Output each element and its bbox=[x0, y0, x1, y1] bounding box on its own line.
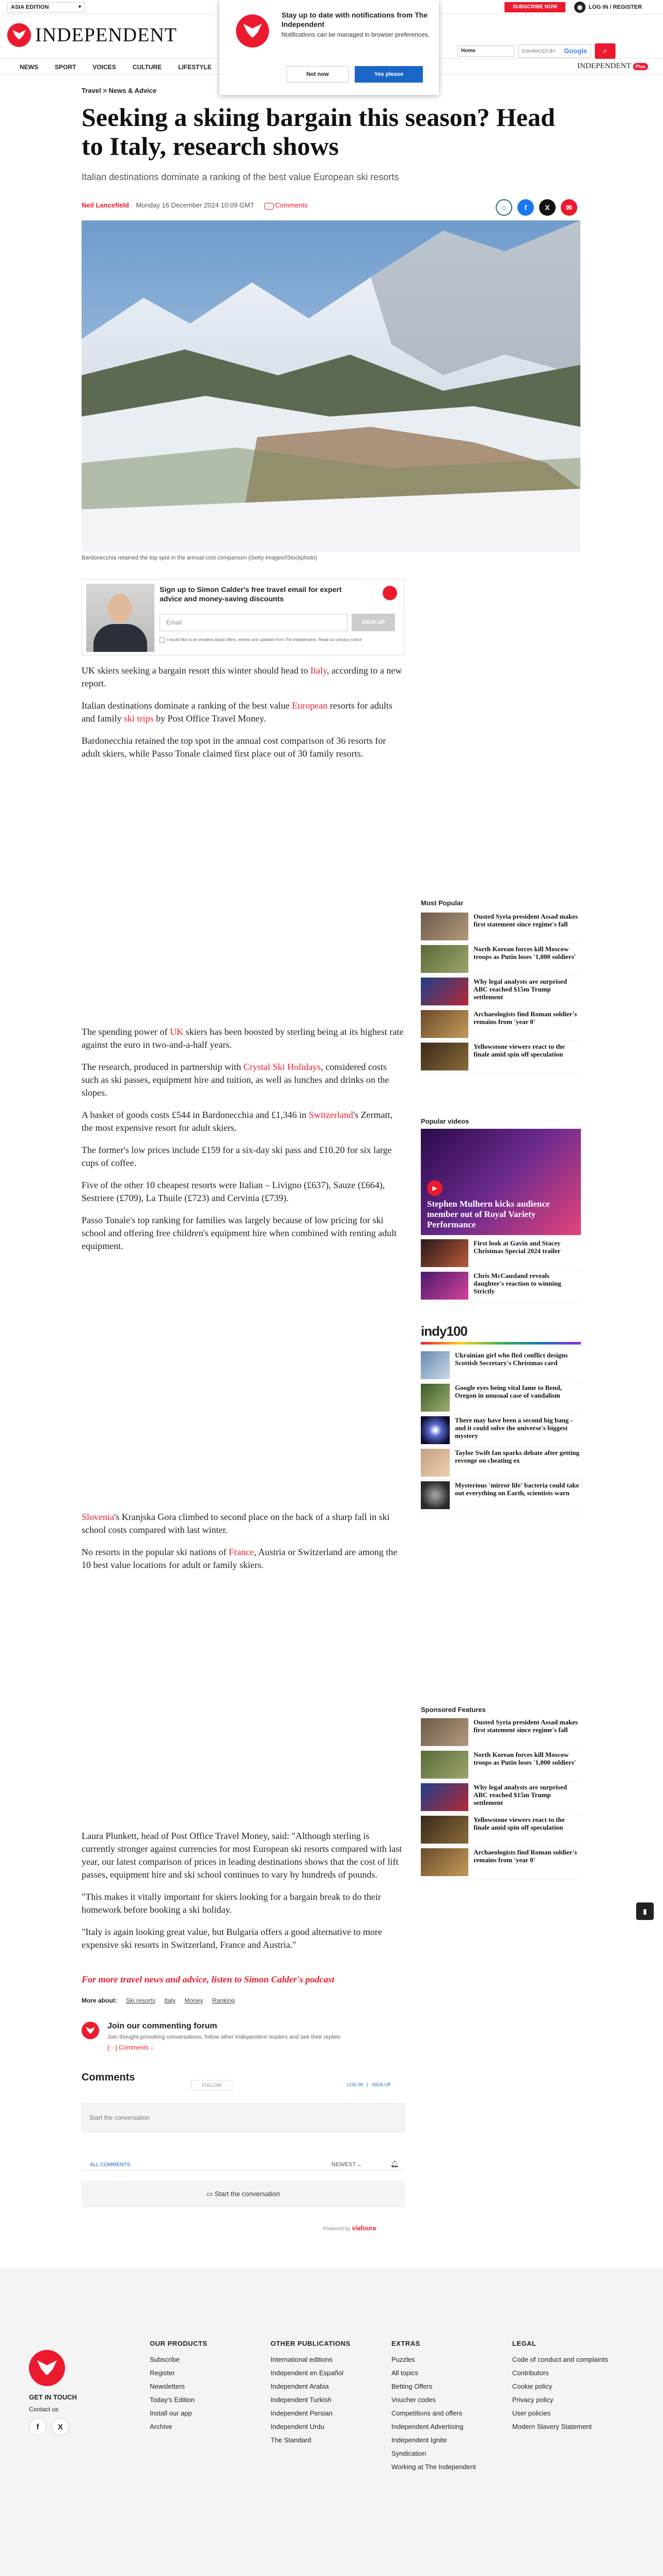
search-icon: ⌕ bbox=[603, 46, 608, 55]
more-about-label: More about: bbox=[82, 1997, 117, 2004]
powered-by: Powered by viafoura bbox=[323, 2225, 376, 2232]
eagle-logo-icon bbox=[236, 14, 269, 47]
footer-column-publications bbox=[271, 2340, 351, 2450]
comment-icon: [···] bbox=[107, 2044, 119, 2051]
thumbnail bbox=[421, 1272, 468, 1300]
edition-label: ASIA EDITION bbox=[11, 4, 49, 10]
headline: Seeking a skiing bargain this season? Head to Italy, research shows bbox=[82, 103, 555, 161]
nav-voices[interactable]: VOICES bbox=[92, 63, 116, 71]
feedback-icon[interactable]: ▮ bbox=[636, 1902, 654, 1920]
nav-news[interactable]: NEWS bbox=[20, 63, 38, 71]
eagle-logo-icon bbox=[383, 586, 397, 600]
google-logo: Google bbox=[564, 47, 587, 55]
login-label: LOG IN / REGISTER bbox=[589, 4, 642, 10]
footer-column-title: LEGAL bbox=[512, 2340, 536, 2347]
plus-badge: Plus bbox=[633, 63, 648, 70]
comment-input[interactable]: Start the conversation bbox=[82, 2103, 405, 2132]
crystal-ski-link[interactable]: Crystal Ski Holidays bbox=[243, 1062, 321, 1072]
gift-icon[interactable]: ⌂ bbox=[496, 199, 512, 216]
headline-link: Google eyes being vital fame to Bend, Oregon in unusual case of vandalism bbox=[455, 1384, 562, 1399]
search-placeholder: ENHANCED BY bbox=[522, 49, 556, 54]
footer-link[interactable]: The Standard bbox=[271, 2436, 311, 2444]
search-button[interactable] bbox=[595, 43, 615, 59]
thumbnail bbox=[421, 1043, 468, 1070]
edition-select[interactable] bbox=[7, 2, 85, 12]
newsletter-signup bbox=[82, 579, 405, 655]
thumbnail bbox=[421, 1239, 468, 1267]
list-item[interactable] bbox=[421, 911, 581, 943]
footer-link[interactable]: Betting Offers bbox=[391, 2382, 433, 2390]
chevron-down-icon: ▾ bbox=[78, 4, 81, 10]
more-about-tags bbox=[82, 1997, 235, 2004]
paragraph: A basket of goods costs £544 in Bardonecchia and £1,346 in Switzerland's Zermatt, the most expensive resort for adult skiers. bbox=[82, 1110, 393, 1133]
list-item[interactable] bbox=[421, 1041, 581, 1074]
list-item[interactable] bbox=[421, 1782, 581, 1814]
tag-ski-resorts[interactable]: Ski resorts bbox=[126, 1997, 155, 2004]
headline-link: Yellowstone viewers react to the finale amid spin off speculation bbox=[473, 1816, 565, 1831]
footer-link[interactable]: Independent Arabia bbox=[271, 2382, 329, 2390]
paragraph: Slovenia's Kranjska Gora climbed to second place on the back of a sharp fall in ski school costs compared with last winter. bbox=[82, 1512, 390, 1535]
footer-link[interactable]: Independent en Español bbox=[271, 2369, 343, 2377]
podcast-link[interactable]: For more travel news and advice, listen to Simon Calder's podcast bbox=[82, 1974, 335, 1985]
play-icon: ▶ bbox=[427, 1180, 443, 1196]
footer-link[interactable]: Subscribe bbox=[150, 2356, 180, 2363]
footer-link[interactable]: Independent Turkish bbox=[271, 2396, 332, 2404]
tag-money[interactable]: Money bbox=[184, 1997, 203, 2004]
slovenia-link[interactable]: Slovenia bbox=[82, 1512, 114, 1522]
footer-link[interactable]: International editions bbox=[271, 2356, 333, 2363]
paragraph: "Italy is again looking great value, but Bulgaria offers a good alternative to more expensive ski resorts in Switzerland, France and Austria." bbox=[82, 1927, 382, 1950]
forum-comments-link[interactable] bbox=[107, 2044, 153, 2051]
headline-link: Mysterious 'mirror life' bacteria could take out everything on Earth, scientists warn bbox=[455, 1481, 579, 1497]
footer-link[interactable]: User policies bbox=[512, 2409, 551, 2417]
consent-label: I would like to be emailed about offers, events and updates from The Independent. Read our privacy notice bbox=[167, 637, 362, 643]
sort-label: NEWEST bbox=[332, 2162, 356, 2168]
european-link[interactable]: European bbox=[292, 700, 328, 711]
paragraph: The spending power of UK skiers has been boosted by sterling being at its highest rate against the euro in two-and-a-half years. bbox=[82, 1027, 404, 1050]
indy100-logo[interactable]: indy100 bbox=[421, 1323, 467, 1339]
footer-link[interactable]: Puzzles bbox=[391, 2356, 415, 2363]
uk-link[interactable]: UK bbox=[169, 1027, 183, 1037]
footer-column-products bbox=[150, 2340, 207, 2436]
thumbnail bbox=[421, 1384, 450, 1412]
headline-link: North Korean forces kill Moscow troops as Putin loses '1,000 soldiers' bbox=[473, 1751, 576, 1766]
byline bbox=[82, 201, 582, 222]
thumbnail bbox=[421, 1751, 468, 1779]
list-item[interactable] bbox=[421, 1009, 581, 1041]
footer-column-legal bbox=[512, 2340, 608, 2436]
plus-wordmark: INDEPENDENT bbox=[577, 62, 632, 70]
footer-link[interactable]: All topics bbox=[391, 2369, 419, 2377]
footer-link[interactable]: Register bbox=[150, 2369, 175, 2377]
eagle-logo-icon[interactable] bbox=[29, 2350, 65, 2386]
headline-link: Archaeologists find Roman soldier's remains from 'year 0' bbox=[473, 1848, 577, 1864]
footer-link[interactable]: Independent Urdu bbox=[271, 2423, 325, 2430]
independent-plus-link[interactable] bbox=[577, 62, 648, 71]
search-input[interactable] bbox=[518, 44, 591, 58]
footer-link[interactable]: Independent Advertising bbox=[391, 2423, 464, 2430]
indy100-list bbox=[421, 1350, 581, 1512]
footer-link[interactable]: Code of conduct and complaints bbox=[512, 2356, 608, 2363]
list-item[interactable] bbox=[421, 1270, 581, 1303]
consent-text bbox=[160, 637, 397, 643]
headline-link: Why legal analysts are surprised ABC reached $15m Trump settlement bbox=[473, 978, 567, 1001]
sort-select[interactable] bbox=[332, 2161, 362, 2168]
popular-videos-title: Popular videos bbox=[421, 1117, 469, 1125]
paragraph: Passo Tonale's top ranking for families was largely because of low pricing for ski school and offering free children's equipment hire when combined with renting adult equipment. bbox=[82, 1215, 397, 1251]
paragraph: Italian destinations dominate a ranking of the best value European resorts for adults and family ski trips by Post Office Travel Money. bbox=[82, 700, 392, 724]
publish-date: Monday 16 December 2024 10:09 GMT bbox=[136, 201, 255, 209]
paragraph: Laura Plunkett, head of Post Office Travel Money, said: "Although sterling is currently stronger against currencies for most European ski resorts compared with last year, our latest comparison of prices in leading destinations shows that the cost of lift passes, equipment hire and ski school continues to vary by hundreds of pounds. bbox=[82, 1831, 402, 1880]
thumbnail bbox=[421, 1718, 468, 1746]
list-item[interactable] bbox=[421, 1415, 581, 1447]
brand-wordmark: INDEPENDENT bbox=[35, 24, 177, 46]
indy100-color-bar bbox=[421, 1342, 581, 1345]
headline-link: Ousted Syria president Assad makes first statement since regime's fall bbox=[473, 1718, 578, 1734]
footer-link[interactable]: Today's Edition bbox=[150, 2396, 195, 2404]
x-icon[interactable]: X bbox=[52, 2418, 69, 2436]
comments-heading: Comments bbox=[82, 2072, 135, 2083]
footer-link[interactable]: Modern Slavery Statement bbox=[512, 2423, 592, 2430]
tag-ranking[interactable]: Ranking bbox=[212, 1997, 235, 2004]
footer-link[interactable]: Newsletters bbox=[150, 2382, 185, 2390]
sponsored-list bbox=[421, 1717, 581, 1879]
bell-icon[interactable]: 🔔︎ bbox=[390, 2160, 399, 2168]
footer-link[interactable]: Independent Ignite bbox=[391, 2436, 447, 2444]
paragraph: "This makes it vitally important for skiers looking for a bargain break to do their homework before booking a ski holiday. bbox=[82, 1892, 381, 1915]
nav-lifestyle[interactable]: LIFESTYLE bbox=[178, 63, 212, 71]
comment-login-link[interactable]: LOG IN bbox=[347, 2082, 363, 2087]
footer-link[interactable]: Install our app bbox=[150, 2409, 192, 2417]
headline-link: Archaeologists find Roman soldier's remains from 'year 0' bbox=[473, 1010, 577, 1026]
comment-icon: ▭ bbox=[206, 2190, 215, 2198]
headline-link: Yellowstone viewers react to the finale amid spin off speculation bbox=[473, 1043, 565, 1058]
footer-column-extras bbox=[391, 2340, 476, 2476]
list-item[interactable] bbox=[421, 1447, 581, 1480]
video-list bbox=[421, 1238, 581, 1303]
headline-link: Why legal analysts are surprised ABC reached $15m Trump settlement bbox=[473, 1783, 567, 1806]
email-field[interactable]: Email bbox=[160, 614, 348, 631]
thumbnail bbox=[421, 1481, 450, 1509]
contact-us-link[interactable]: Contact us bbox=[29, 2406, 59, 2413]
ski-trips-link[interactable]: ski trips bbox=[123, 713, 154, 724]
footer-link[interactable]: Syndication bbox=[391, 2450, 427, 2457]
eagle-logo-icon bbox=[7, 23, 31, 47]
region-select[interactable]: Home bbox=[457, 45, 514, 57]
paragraph: The research, produced in partnership with Crystal Ski Holidays, considered costs such as ski passes, equipment hire and tuition, as well as lunches and drinks on the slopes. bbox=[82, 1062, 389, 1098]
list-item[interactable] bbox=[421, 1749, 581, 1782]
paragraph: No resorts in the popular ski nations of France, Austria or Switzerland are among the 10 best value locations for adult or family skiers. bbox=[82, 1547, 398, 1570]
thumbnail bbox=[421, 1010, 468, 1038]
footer-link[interactable]: Voucher codes bbox=[391, 2396, 436, 2404]
thumbnail bbox=[421, 1416, 450, 1444]
footer-column-title: OTHER PUBLICATIONS bbox=[271, 2340, 351, 2347]
comments-label: Comments bbox=[275, 201, 308, 209]
login-link[interactable] bbox=[574, 2, 642, 13]
article-body-part-2 bbox=[82, 1026, 405, 1262]
list-item[interactable] bbox=[421, 1238, 581, 1270]
footer-column-title: OUR PRODUCTS bbox=[150, 2340, 208, 2347]
footer-column-title: EXTRAS bbox=[391, 2340, 420, 2347]
footer-link[interactable]: Competitions and offers bbox=[391, 2409, 463, 2417]
sign-up-button[interactable]: SIGN UP bbox=[352, 614, 395, 631]
list-item[interactable] bbox=[421, 1350, 581, 1382]
list-item[interactable] bbox=[421, 1480, 581, 1512]
user-icon: ◉ bbox=[574, 2, 586, 13]
comments-toolbar bbox=[82, 2155, 405, 2170]
paragraph: Five of the other 10 cheapest resorts were Italian – Livigno (£637), Sauze (£664), Sestriere (£709), La Thuile (£723) and Cervinia (£739). bbox=[82, 1180, 385, 1203]
list-item[interactable] bbox=[421, 1382, 581, 1415]
newsletter-title: Sign up to Simon Calder's free travel email for expert advice and money-saving discounts bbox=[160, 585, 342, 603]
start-conversation-button[interactable] bbox=[82, 2181, 405, 2207]
paragraph: UK skiers seeking a bargain resort this winter should head to Italy, according to a new report. bbox=[82, 665, 402, 689]
follow-button[interactable]: FOLLOW bbox=[191, 2080, 232, 2090]
tag-italy[interactable]: Italy bbox=[164, 1997, 176, 2004]
notification-prompt bbox=[219, 0, 439, 95]
headline-link: First look at Gavin and Stacey Christmas Special 2024 trailer bbox=[473, 1239, 561, 1255]
list-item[interactable] bbox=[421, 1814, 581, 1847]
list-item[interactable] bbox=[421, 1847, 581, 1879]
featured-video[interactable] bbox=[421, 1129, 581, 1235]
comments-link[interactable] bbox=[264, 201, 308, 209]
chevron-down-icon: ⌄ bbox=[357, 2162, 362, 2168]
thumbnail bbox=[421, 1848, 468, 1876]
standfirst: Italian destinations dominate a ranking of the best value European ski resorts bbox=[82, 172, 399, 182]
paragraph: Bardonecchia retained the top spot in the annual cost comparison of 36 resorts for adult skiers, while Passo Tonale claimed first place out of 30 family resorts. bbox=[82, 735, 386, 759]
comment-signup-link[interactable]: SIGN UP bbox=[371, 2082, 391, 2087]
nav-culture[interactable]: CULTURE bbox=[132, 63, 162, 71]
footer-link[interactable]: Privacy policy bbox=[512, 2396, 554, 2404]
italy-link[interactable]: Italy bbox=[310, 665, 327, 676]
simon-calder-photo bbox=[86, 584, 154, 652]
thumbnail bbox=[421, 945, 468, 973]
article-header bbox=[82, 87, 582, 222]
footer-link[interactable]: Contributors bbox=[512, 2369, 549, 2377]
author-link[interactable]: Neil Lancefield bbox=[82, 201, 129, 209]
thumbnail bbox=[421, 1449, 450, 1477]
list-item[interactable] bbox=[421, 976, 581, 1009]
site-logo[interactable] bbox=[7, 23, 177, 47]
email-icon[interactable]: ✉ bbox=[561, 199, 577, 216]
site-footer bbox=[0, 2268, 663, 2576]
viafoura-logo[interactable]: viafoura bbox=[352, 2225, 376, 2232]
footer-link[interactable]: Archive bbox=[150, 2423, 172, 2430]
headline-link: Ukrainian girl who fled conflict designs Scottish Secretary's Christmas card bbox=[455, 1351, 568, 1367]
forum-subtitle: Join thought-provoking conversations, follow other Independent readers and see their replies bbox=[107, 2034, 341, 2040]
not-now-button[interactable]: Not now bbox=[287, 66, 349, 83]
notification-title: Stay up to date with notifications from The Independent bbox=[281, 11, 428, 28]
article-body-part-1 bbox=[82, 664, 405, 770]
notification-body: Notifications can be managed in browser preferences. bbox=[281, 31, 430, 38]
thumbnail bbox=[421, 1783, 468, 1811]
nav-sport[interactable]: SPORT bbox=[55, 63, 76, 71]
eagle-logo-icon bbox=[82, 2022, 99, 2039]
article-body-part-3 bbox=[82, 1511, 405, 1581]
article-body-part-4 bbox=[82, 1830, 405, 1961]
most-popular-title: Most Popular bbox=[421, 899, 464, 907]
thumbnail bbox=[421, 1816, 468, 1844]
headline-link: Ousted Syria president Assad makes first statement since regime's fall bbox=[473, 913, 578, 928]
thumbnail bbox=[421, 913, 468, 940]
breadcrumb[interactable]: Travel > News & Advice bbox=[82, 87, 157, 94]
thumbnail bbox=[421, 1351, 450, 1379]
video-title: Stephen Mulhern kicks audience member out of Royal Variety Performance bbox=[427, 1199, 550, 1229]
x-icon[interactable]: X bbox=[539, 199, 556, 216]
comment-icon: ··· bbox=[264, 203, 274, 210]
headline-link: North Korean forces kill Moscow troops as Putin loses '1,000 soldiers' bbox=[473, 945, 576, 961]
france-link[interactable]: France bbox=[228, 1547, 254, 1557]
consent-checkbox[interactable] bbox=[160, 637, 165, 643]
switzerland-link[interactable]: Switzerland bbox=[308, 1110, 353, 1120]
most-popular-list bbox=[421, 911, 581, 1074]
start-conversation-label: Start the conversation bbox=[214, 2190, 280, 2198]
subscribe-button[interactable]: SUBSCRIBE NOW bbox=[504, 2, 565, 12]
list-item[interactable] bbox=[421, 1717, 581, 1749]
arrow-down-icon: ↓ bbox=[149, 2044, 154, 2051]
comment-auth-links: LOG IN | SIGN UP bbox=[347, 2082, 391, 2087]
thumbnail bbox=[421, 978, 468, 1005]
headline-link: Taylor Swift fan sparks debate after getting revenge on cheating ex bbox=[455, 1449, 579, 1464]
paragraph: The former's low prices include £159 for a six-day ski pass and £10.20 for six large cups of coffee. bbox=[82, 1145, 392, 1168]
get-in-touch-heading: GET IN TOUCH bbox=[29, 2393, 77, 2401]
footer-link[interactable]: Cookie policy bbox=[512, 2382, 552, 2390]
footer-social bbox=[29, 2418, 69, 2436]
footer-link[interactable]: Working at The Independent bbox=[391, 2463, 476, 2471]
tab-all-comments[interactable]: ALL COMMENTS bbox=[90, 2162, 131, 2168]
share-bar bbox=[496, 199, 577, 216]
commenting-forum-promo bbox=[82, 2015, 405, 2062]
facebook-icon[interactable]: f bbox=[29, 2418, 46, 2436]
forum-title: Join our commenting forum bbox=[107, 2022, 217, 2030]
facebook-icon[interactable]: f bbox=[517, 199, 534, 216]
list-item[interactable] bbox=[421, 943, 581, 976]
sponsored-title: Sponsored Features bbox=[421, 1706, 486, 1714]
headline-link: Chris McCausland reveals daughter's reaction to winning Strictly bbox=[473, 1272, 561, 1295]
hero-image bbox=[82, 220, 580, 552]
headline-link: There may have been a second big bang - and it could solve the universe's biggest mystery bbox=[455, 1416, 573, 1439]
image-caption: Bardonecchia retained the top spot in the annual cost comparison (Getty Images/iStockphoto) bbox=[82, 555, 318, 561]
footer-link[interactable]: Independent Persian bbox=[271, 2409, 333, 2417]
forum-comments-label: Comments bbox=[119, 2044, 149, 2051]
yes-please-button[interactable]: Yes please bbox=[355, 66, 423, 83]
